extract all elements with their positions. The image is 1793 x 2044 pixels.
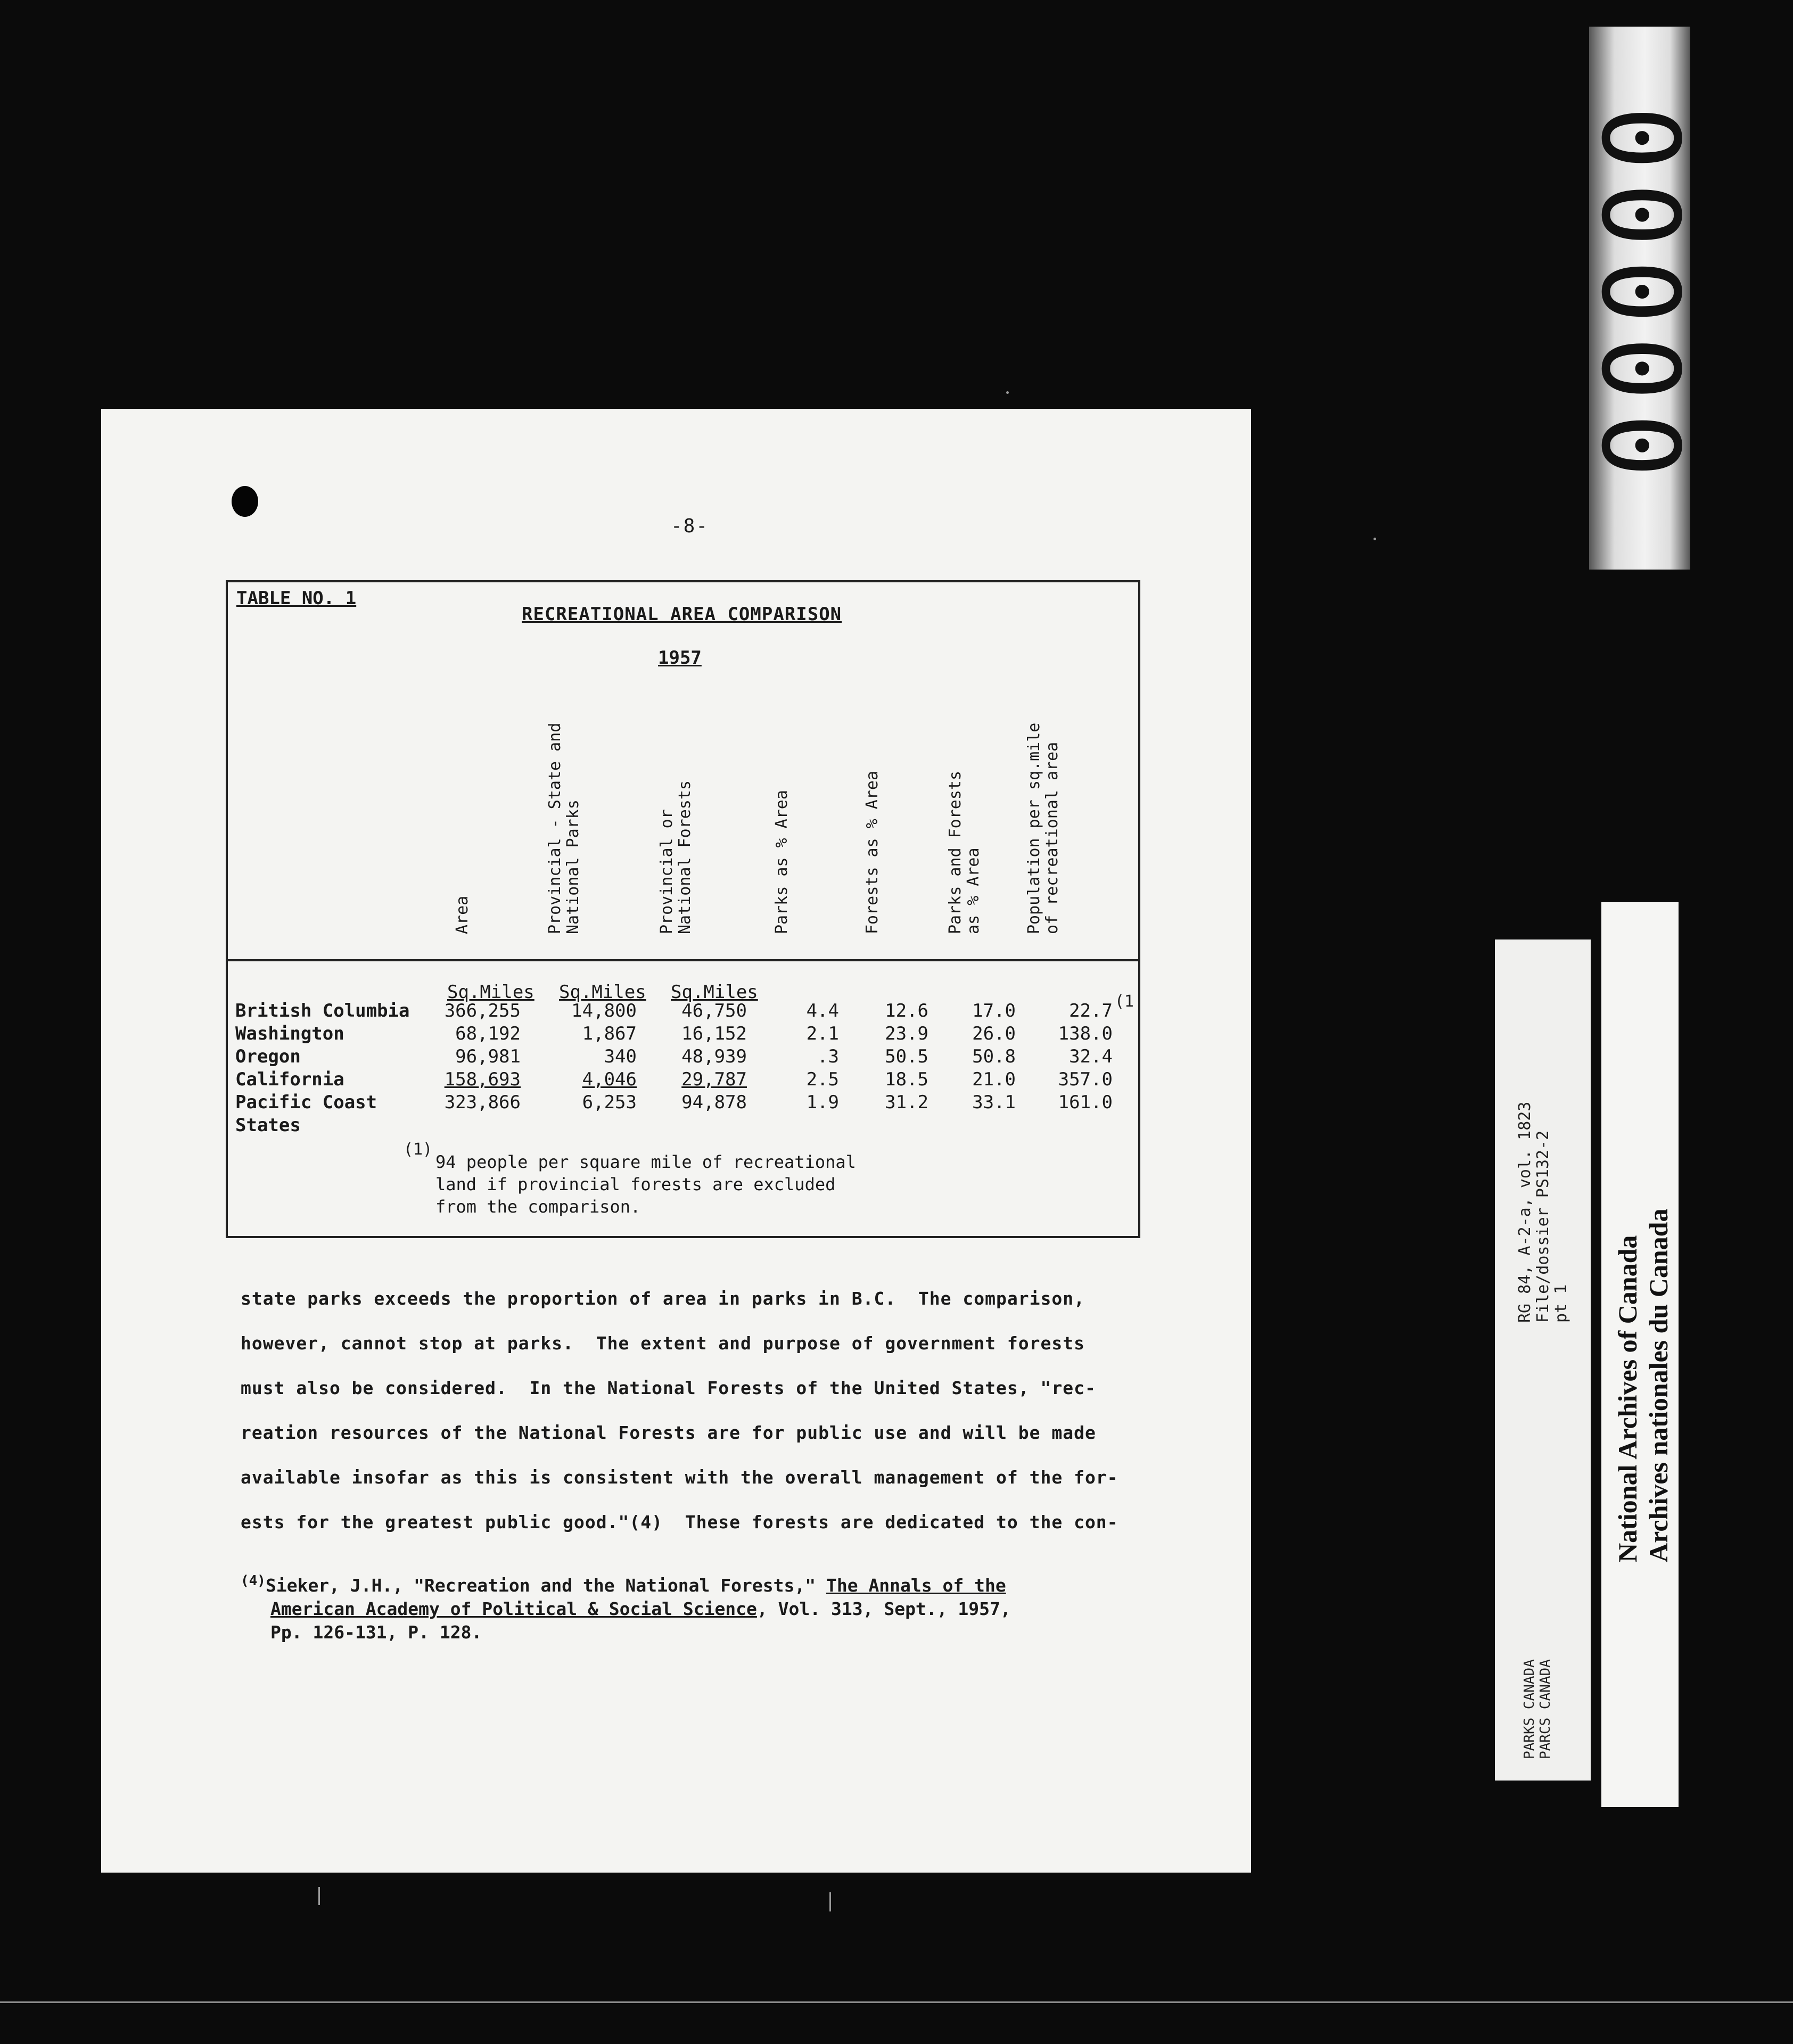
body-line: however, cannot stop at parks. The extent and purpose of government forests	[241, 1333, 1085, 1354]
body-line: state parks exceeds the proportion of area in parks in B.C. The comparison,	[241, 1288, 1085, 1309]
cell-pcs-area: 323,866	[444, 1092, 521, 1113]
page-number: -8-	[671, 515, 709, 537]
reference-text: RG 84, A-2-a, vol. 1823 File/dossier PS132-2 pt 1	[1516, 1101, 1570, 1323]
table-footnote-line: from the comparison.	[435, 1197, 641, 1217]
table-footnote-line: 94 people per square mile of recreational	[435, 1152, 856, 1172]
unit-parks: Sq.Miles	[559, 982, 646, 1003]
row-label-states: States	[235, 1115, 301, 1136]
cell-wa-area: 68,192	[455, 1023, 521, 1044]
frame-number: 00000	[1577, 105, 1702, 491]
cell-pcs-parks: 6,253	[582, 1092, 637, 1113]
cell-or-population: 32.4	[1069, 1046, 1113, 1067]
row-label-california: California	[235, 1069, 344, 1090]
table-label: TABLE NO. 1	[236, 588, 357, 609]
table-footnote	[435, 1151, 856, 1218]
cell-bc-parks: 14,800	[571, 1000, 637, 1021]
cell-or-forests-pct: 50.5	[885, 1046, 928, 1067]
unit-area: Sq.Miles	[447, 982, 534, 1003]
punch-hole	[232, 486, 258, 517]
archives-label	[1601, 902, 1679, 1807]
cell-bc-forests-pct: 12.6	[885, 1000, 928, 1021]
scan-speck	[1373, 538, 1376, 540]
cell-wa-forests: 16,152	[681, 1023, 747, 1044]
body-line: ests for the greatest public good."(4) These forests are dedicated to the con-	[241, 1512, 1118, 1532]
footnote-journal-title-cont: American Academy of Political & Social Science	[270, 1598, 757, 1619]
cell-ca-combined-pct: 21.0	[972, 1069, 1016, 1090]
body-line: reation resources of the National Forests are for public use and will be made	[241, 1422, 1096, 1443]
cell-bc-combined-pct: 17.0	[972, 1000, 1016, 1021]
table-title: RECREATIONAL AREA COMPARISON	[522, 604, 842, 625]
cell-or-parks: 340	[604, 1046, 637, 1067]
footnote-marker: (4)	[241, 1573, 266, 1589]
scan-speck	[829, 1892, 831, 1911]
footnote-citation: Sieker, J.H., "Recreation and the National Forests,"	[265, 1575, 826, 1596]
cell-pcs-combined-pct: 33.1	[972, 1092, 1016, 1113]
cell-ca-parks-pct: 2.5	[806, 1069, 839, 1090]
cell-ca-parks: 4,046	[582, 1069, 637, 1090]
row-label-oregon: Oregon	[235, 1046, 301, 1067]
cell-ca-population: 357.0	[1058, 1069, 1113, 1090]
cell-pcs-population: 161.0	[1058, 1092, 1113, 1113]
row-label-british-columbia: British Columbia	[235, 1000, 410, 1021]
cell-or-area: 96,981	[455, 1046, 521, 1067]
page-footnote	[241, 1569, 1011, 1644]
cell-bc-forests: 46,750	[681, 1000, 747, 1021]
footnote-pages: Pp. 126-131, P. 128.	[270, 1622, 482, 1643]
cell-bc-area: 366,255	[444, 1000, 521, 1021]
body-paragraph	[241, 1276, 1252, 1545]
cell-or-combined-pct: 50.8	[972, 1046, 1016, 1067]
cell-ca-area: 158,693	[444, 1069, 521, 1090]
table-footnote-marker: (1)	[404, 1140, 433, 1159]
footnote-ref-1: (1	[1114, 992, 1134, 1011]
footnote-volume: , Vol. 313, Sept., 1957,	[756, 1598, 1011, 1619]
cell-wa-parks-pct: 2.1	[806, 1023, 839, 1044]
body-line: must also be considered. In the National Forests of the United States, "rec-	[241, 1378, 1096, 1398]
unit-forests: Sq.Miles	[671, 982, 758, 1003]
cell-ca-forests: 29,787	[681, 1069, 747, 1090]
scan-speck	[1006, 391, 1009, 394]
film-edge-line	[0, 2001, 1793, 2003]
cell-wa-combined-pct: 26.0	[972, 1023, 1016, 1044]
cell-wa-population: 138.0	[1058, 1023, 1113, 1044]
footnote-journal-title: The Annals of the	[826, 1575, 1006, 1596]
cell-pcs-parks-pct: 1.9	[806, 1092, 839, 1113]
document-page	[101, 409, 1251, 1873]
cell-bc-population: 22.7	[1069, 1000, 1113, 1021]
frame-number-strip	[1577, 27, 1702, 570]
cell-wa-parks: 1,867	[582, 1023, 637, 1044]
row-label-washington: Washington	[235, 1023, 344, 1044]
column-headers: Area Provincial - State and National Parks Provincial or National Forests Parks as % Area Forests as % Area Parks and Forests as % Area Population per sq.mile of recreational area	[453, 722, 1062, 934]
table-footnote-line: land if provincial forests are excluded	[435, 1174, 836, 1194]
cell-pcs-forests: 94,878	[681, 1092, 747, 1113]
row-label-pacific-coast: Pacific Coast	[235, 1092, 377, 1113]
cell-ca-forests-pct: 18.5	[885, 1069, 928, 1090]
archives-text: National Archives of Canada Archives nationales du Canada	[1613, 1208, 1673, 1562]
table-divider	[228, 959, 1138, 961]
body-line: available insofar as this is consistent with the overall management of the for-	[241, 1467, 1118, 1488]
cell-bc-parks-pct: 4.4	[806, 1000, 839, 1021]
parks-canada-text: PARKS CANADA PARCS CANADA	[1521, 1659, 1553, 1759]
cell-pcs-forests-pct: 31.2	[885, 1092, 928, 1113]
table-year: 1957	[658, 647, 702, 669]
scan-speck	[318, 1887, 320, 1905]
reference-label	[1495, 939, 1591, 1781]
cell-wa-forests-pct: 23.9	[885, 1023, 928, 1044]
cell-or-forests: 48,939	[681, 1046, 747, 1067]
recreational-area-table	[226, 580, 1140, 1238]
cell-or-parks-pct: .3	[817, 1046, 839, 1067]
